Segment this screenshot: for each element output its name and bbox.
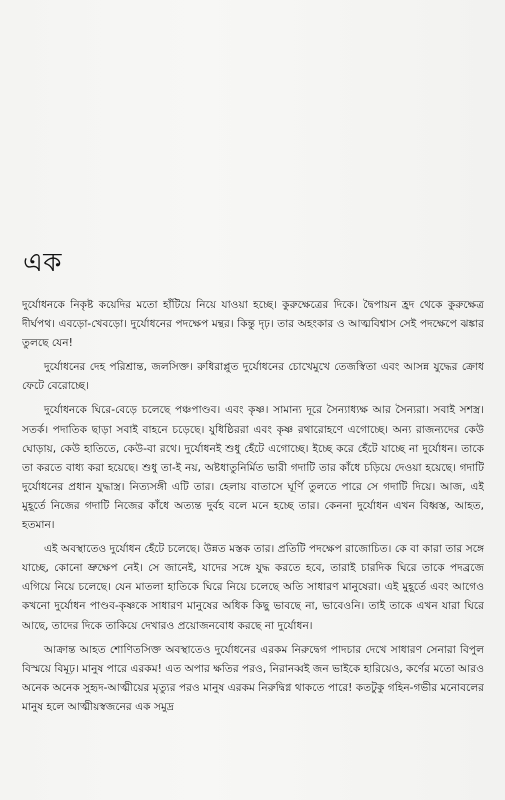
paragraph: দুর্যোধনকে ঘিরে-বেড়ে চলেছে পঞ্চপাণ্ডব। এবং কৃষ্ণ। সামান্য দূরে সৈন্যাধ্যক্ষ আর সৈন্যরা। সবাই সশস্ত্র। সতর্ক। পদাতিক ছাড়া সবাই বাহনে চড়েছে। যুধিষ্ঠিররা এবং কৃষ্ণ রথারোহণে এগোচ্ছে। অন্য রাজন্যদের কেউ ঘোড়ায়, কেউ হাতিতে, কেউ-বা রথে। দুর্যোধনই শুধু হেঁটে এগোচ্ছে। ইচ্ছে করে হেঁটে যাচ্ছে না দুর্যোধন। তাকে তা করতে বাধ্য করা হয়েছে। শুধু তা-ই নয়, অষ্টধাতুনির্মিত ভারী গদাটি তার কাঁধে চড়িয়ে দেওয়া হয়েছে। গদাটি দুর্যোধনের প্রধান যুদ্ধাস্ত্র। নিত্যসঙ্গী এটি তার। হেলায় বাতাসে ঘূর্ণি তুলতে পারে সে গদাটি দিয়ে। আজ, এই মুহূর্তে নিজের গদাটি নিজের কাঁধে অত্যন্ত দুর্বহ বলে মনে হচ্ছে তার। কেননা দুর্যোধন এখন বিধ্বস্ত, আহত, হতমান। xyxy=(22,404,484,532)
chapter-body xyxy=(22,296,484,791)
chapter-title: এক xyxy=(23,248,62,279)
paragraph: এই অবস্থাতেও দুর্যোধন হেঁটে চলেছে। উন্নত মস্তক তার। প্রতিটি পদক্ষেপ রাজোচিত। কে বা কারা তার সঙ্গে যাচ্ছে, কোনো ভ্রুক্ষেপ নেই। সে জানেই, যাদের সঙ্গে যুদ্ধ করতে হবে, তারাই চারদিক ঘিরে তাকে পদব্রজে এগিয়ে নিয়ে চলেছে। যেন মাতলা হাতিকে ঘিরে নিয়ে চলেছে অতি সাধারণ মানুষেরা। এই মুহূর্তে এবং আগেও কখনো দুর্যোধন পাণ্ডব-কৃষ্ণকে সাধারণ মানুষের অধিক কিছু ভাবছে না, ভাবেওনি। তাই তাকে এখন যারা ঘিরে আছে, তাদের দিকে তাকিয়ে দেখারও প্রয়োজনবোধ করছে না দুর্যোধন। xyxy=(22,543,484,632)
paragraph: দুর্যোধনকে নিকৃষ্ট কয়েদির মতো হাঁটিয়ে নিয়ে যাওয়া হচ্ছে। কুরুক্ষেত্রের দিকে। দ্বৈপায়ন হ্রদ থেকে কুরুক্ষেত্র দীর্ঘপথ। এবড়ো-খেবড়ো। দুর্যোধনের পদক্ষেপ মন্থর। কিন্তু দৃঢ়। তার অহংকার ও আত্মবিশ্বাস সেই পদক্ষেপে ঝঙ্কার তুলছে যেন! xyxy=(22,299,484,350)
paragraph: আক্রান্ত আহত শোণিতসিক্ত অবস্থাতেও দুর্যোধনের এরকম নিরুদ্বেগ পাদচার দেখে সাধারণ সেনারা বিপুল বিস্ময়ে বিমূঢ়। মানুষ পারে এরকম! এত অপার ক্ষতির পরও, নিরানব্বই জন ভাইকে হারিয়েও, কর্ণের মতো আরও অনেক অনেক সুহৃদ-আত্মীয়ের মৃত্যুর পরও মানুষ এরকম নিরুদ্বিগ্ন থাকতে পারে! কতটুকু গহিন-গভীর মনোবলের মানুষ হলে আত্মীয়স্বজনের এক সমুদ্র xyxy=(22,643,484,713)
paragraph: দুর্যোধনের দেহ পরিশ্রান্ত, জলসিক্ত। রুধিরাপ্লুত দুর্যোধনের চোখেমুখে তেজস্বিতা এবং আসন্ন যুদ্ধের ক্রোধ ফেটে বেরোচ্ছে। xyxy=(22,361,484,393)
